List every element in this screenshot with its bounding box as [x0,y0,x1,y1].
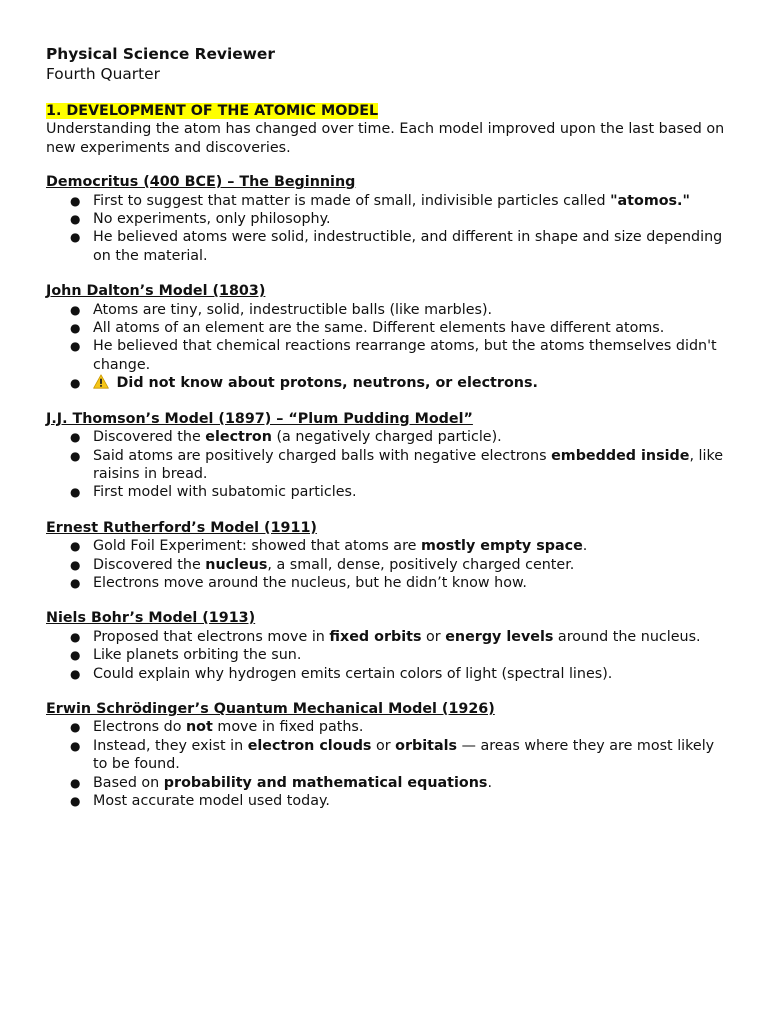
text-run: Said atoms are positively charged balls with negative electrons [93,447,552,464]
text-run: Electrons do [93,719,186,736]
text-run: First to suggest that matter is made of small, indivisible particles called [93,192,611,209]
model-heading: Ernest Rutherford’s Model (1911) [46,519,317,536]
list-item [46,774,726,792]
bold-text: nucleus [205,556,268,573]
bullet-icon: ● [70,339,81,354]
list-item [46,737,726,774]
text-run: Like planets orbiting the sun. [93,647,302,664]
text-run: He believed atoms were solid, indestructible, and different in shape and size depending on the material. [93,229,723,264]
list-item [46,556,726,574]
bold-text: probability and mathematical equations [163,774,488,791]
bold-text: energy levels [445,628,554,645]
bullet-icon: ● [70,321,81,336]
model-section [46,700,726,810]
list-item [46,428,726,446]
bullet-list [46,301,726,393]
bold-text: electron clouds [247,737,372,754]
text-run: Instead, they exist in [93,737,248,754]
list-item [46,228,726,265]
bullet-icon: ● [70,212,81,227]
bold-text: Did not know about protons, neutrons, or electrons. [116,375,538,392]
bold-text: orbitals [395,737,458,754]
bullet-icon: ● [70,485,81,500]
text-run: Proposed that electrons move in [93,628,330,645]
text-run: Discovered the [93,429,206,446]
text-run: (a negatively charged particle). [271,429,502,446]
bullet-icon: ● [70,193,81,208]
list-item [46,447,726,484]
warning-icon [93,374,109,389]
bullet-icon: ● [70,430,81,445]
document-title: Physical Science Reviewer [46,45,275,63]
list-item [46,665,726,683]
model-heading: Erwin Schrödinger’s Quantum Mechanical Model (1926) [46,700,495,717]
text-run: Gold Foil Experiment: showed that atoms are [93,538,421,555]
document-page [46,44,726,827]
text-run: around the nucleus. [553,628,701,645]
bullet-icon: ● [70,720,81,735]
bullet-icon: ● [70,738,81,753]
bold-text: electron [205,429,272,446]
bullet-icon: ● [70,539,81,554]
section-heading [46,102,726,120]
bullet-icon: ● [70,302,81,317]
list-item [46,628,726,646]
models-list [46,173,726,810]
bullet-list [46,537,726,592]
bullet-icon: ● [70,557,81,572]
bold-text: embedded inside [551,447,690,464]
text-run: or [421,628,446,645]
list-item [46,319,726,337]
list-item [46,374,726,392]
list-item [46,483,726,501]
list-item [46,574,726,592]
list-item [46,192,726,210]
model-section [46,609,726,683]
model-heading: J.J. Thomson’s Model (1897) – “Plum Pudding Model” [46,410,473,427]
text-run: . [582,538,588,555]
bold-text: fixed orbits [329,628,422,645]
bullet-icon: ● [70,575,81,590]
bullet-icon: ● [70,775,81,790]
model-section [46,519,726,593]
document-subtitle: Fourth Quarter [46,65,160,83]
list-item [46,792,726,810]
bullet-list [46,428,726,502]
bullet-icon: ● [70,448,81,463]
list-item [46,646,726,664]
bold-text: "atomos." [610,192,690,209]
bullet-list [46,192,726,266]
text-run: Discovered the [93,556,206,573]
bold-text: mostly empty space [420,538,583,555]
list-item [46,301,726,319]
section-heading-text: 1. DEVELOPMENT OF THE ATOMIC MODEL [46,103,379,119]
bullet-list [46,628,726,683]
model-heading: Democritus (400 BCE) – The Beginning [46,174,356,191]
text-run: Could explain why hydrogen emits certain colors of light (spectral lines). [93,665,613,682]
text-run: Based on [93,774,164,791]
model-section [46,282,726,392]
list-item [46,337,726,374]
text-run: He believed that chemical reactions rearrange atoms, but the atoms themselves didn't change. [93,338,717,373]
list-item [46,537,726,555]
bullet-icon: ● [70,629,81,644]
text-run: or [371,737,396,754]
text-run: — areas where they are most likely to be found. [93,737,715,773]
section-intro: Understanding the atom has changed over time. Each model improved upon the last based on new experiments and discoveries. [46,121,725,156]
bullet-icon: ● [70,230,81,245]
list-item [46,718,726,736]
bullet-icon: ● [70,794,81,808]
model-section [46,173,726,265]
text-run: First model with subatomic particles. [93,484,357,501]
text-run: Atoms are tiny, solid, indestructible balls (like marbles). [93,301,493,318]
bullet-list [46,718,726,810]
bullet-icon: ● [70,376,81,391]
model-heading: John Dalton’s Model (1803) [46,283,266,300]
bold-text: not [186,719,213,736]
text-run: , a small, dense, positively charged center. [267,556,575,573]
bullet-icon: ● [70,648,81,663]
text-run: move in fixed paths. [212,719,364,736]
text-run: Electrons move around the nucleus, but he didn’t know how. [93,574,527,591]
text-run: All atoms of an element are the same. Different elements have different atoms. [93,320,665,337]
text-run: , like raisins in bread. [93,447,724,482]
model-heading: Niels Bohr’s Model (1913) [46,610,256,627]
text-run: No experiments, only philosophy. [93,211,331,228]
text-run: Most accurate model used today. [93,793,330,809]
model-section [46,410,726,502]
list-item [46,210,726,228]
text-run: . [487,774,492,791]
bullet-icon: ● [70,666,81,681]
